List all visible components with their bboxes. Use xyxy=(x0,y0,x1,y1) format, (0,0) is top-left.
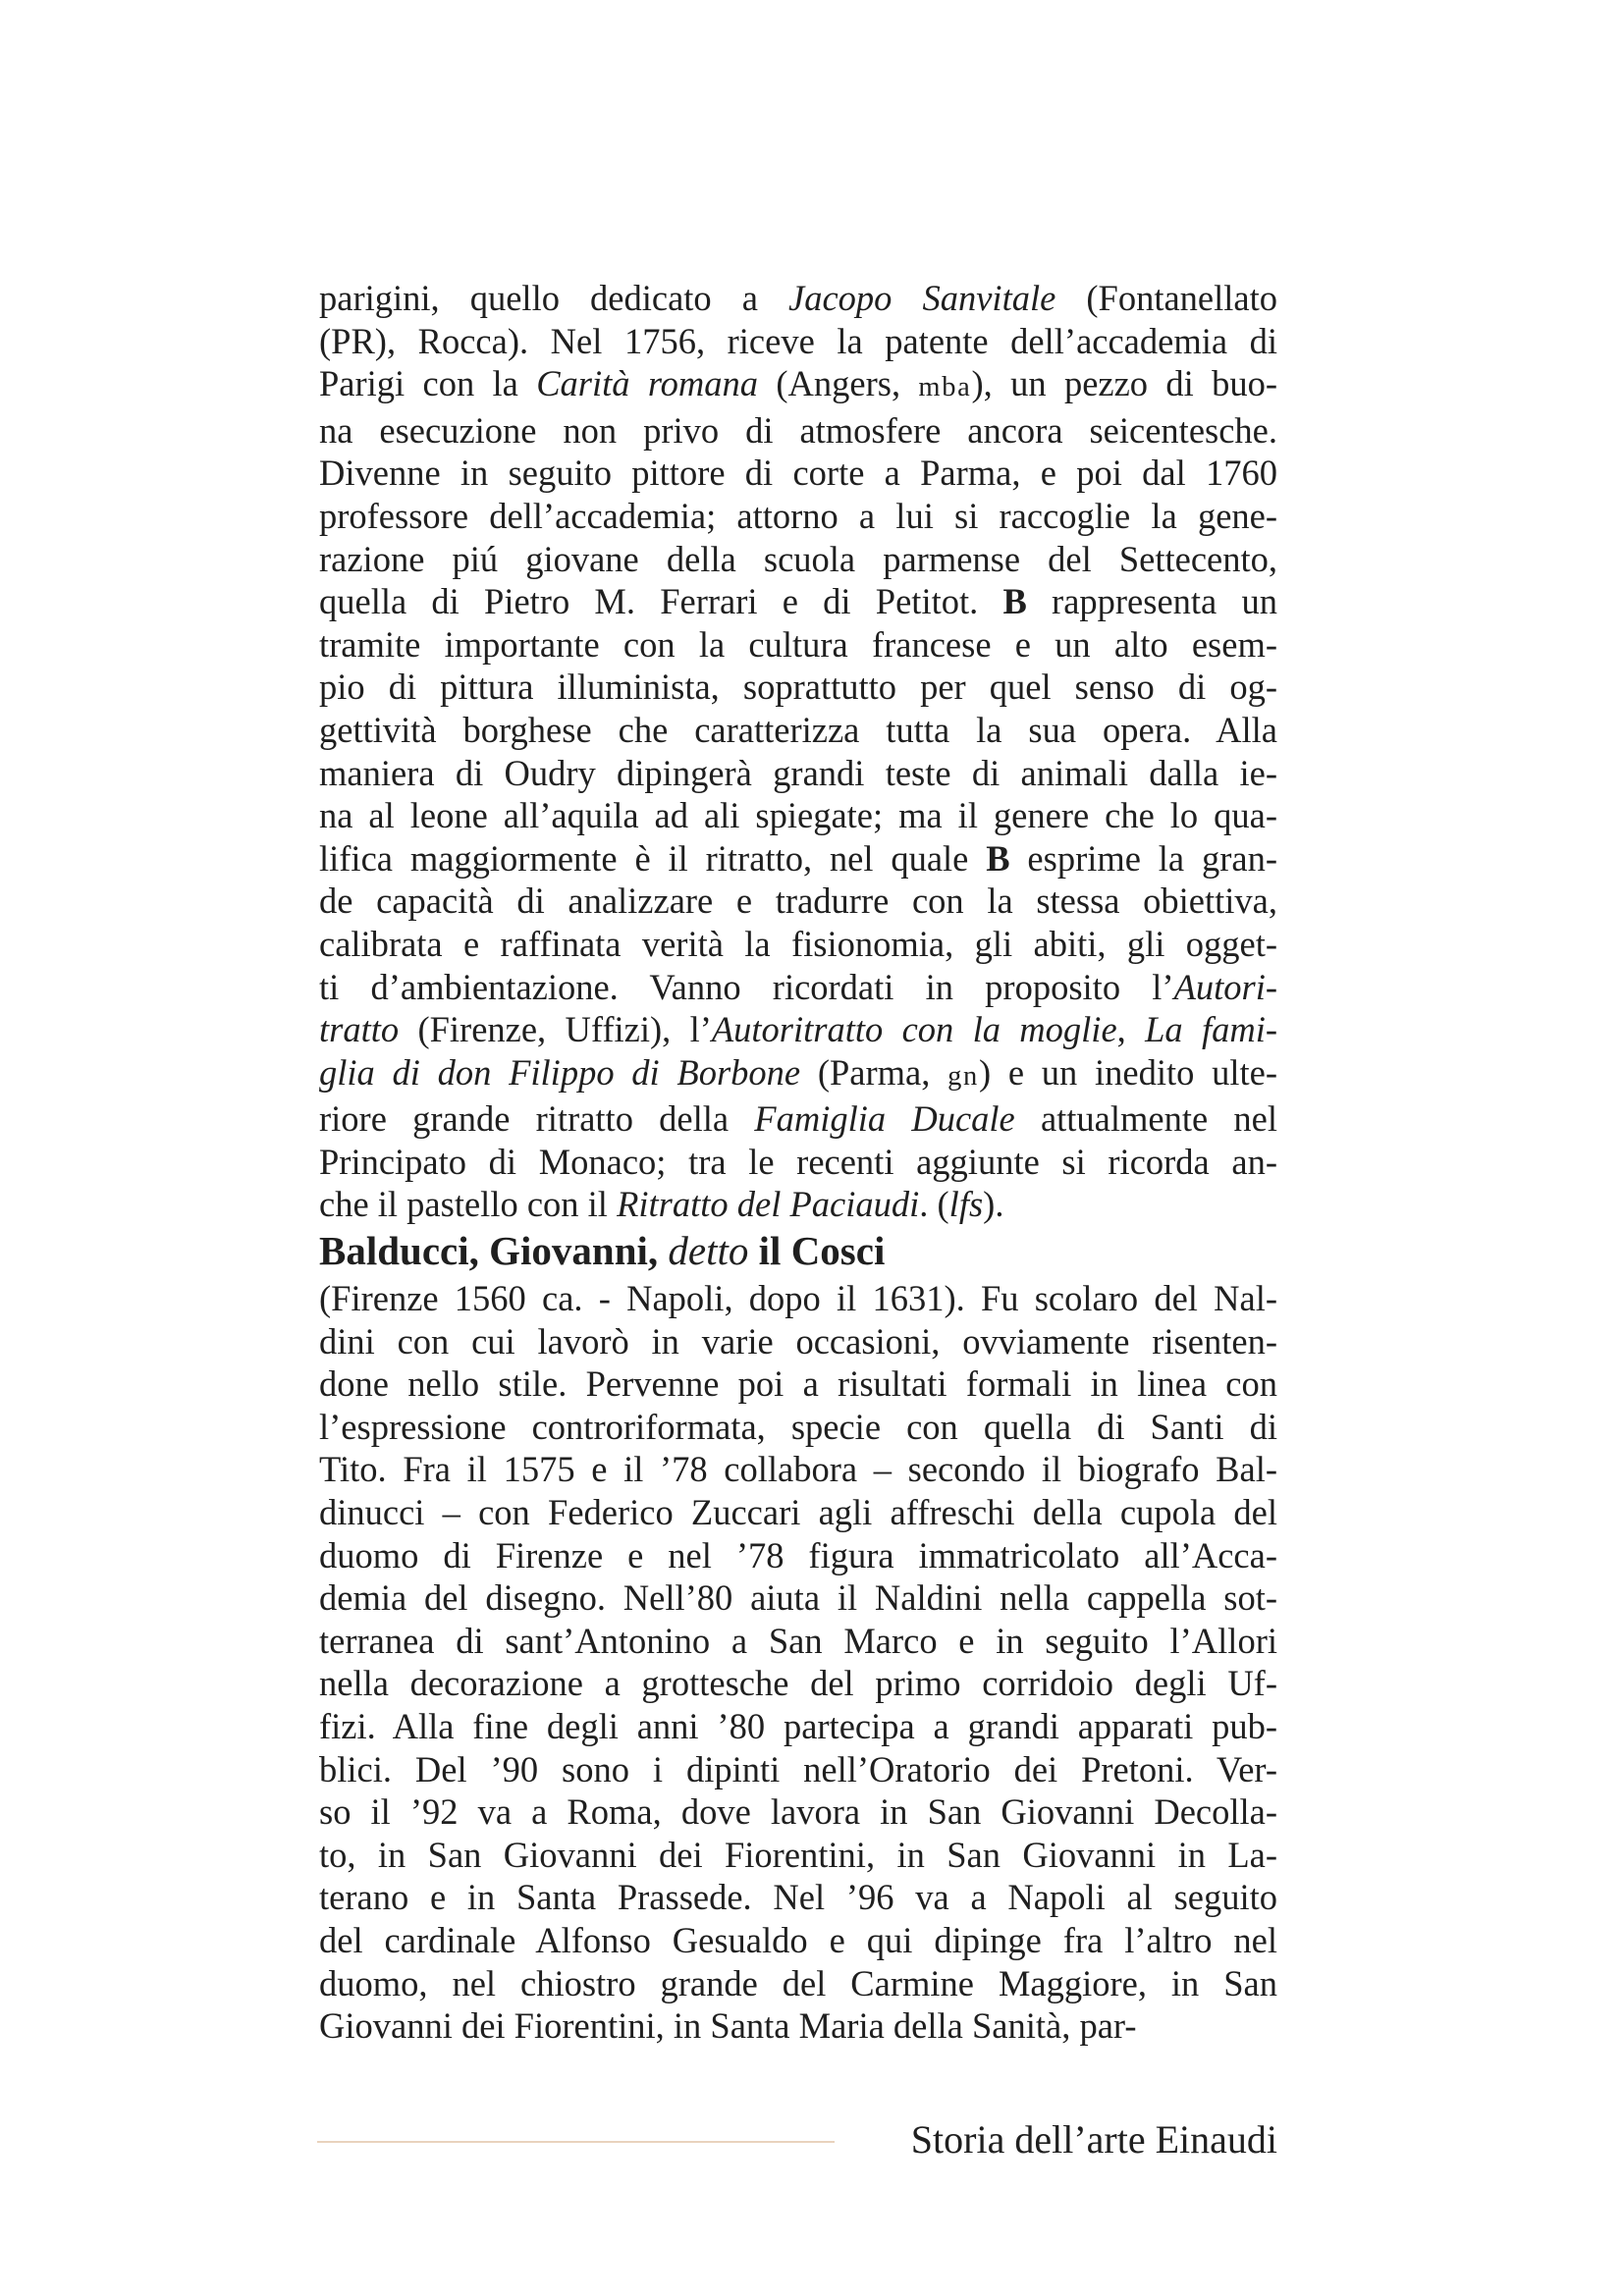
text-line xyxy=(319,1406,1277,1449)
entry-heading-alias: il Cosci xyxy=(758,1228,886,1273)
text-segment: Autoritratto con la moglie xyxy=(711,1009,1117,1050)
text-segment: (Fontanellato xyxy=(1055,278,1277,318)
text-line xyxy=(319,1448,1277,1491)
text-segment: (Parma, xyxy=(800,1051,948,1093)
text-line xyxy=(319,923,1277,966)
text-segment: parigini, quello dedicato a xyxy=(319,278,788,318)
text-segment: Divenne in seguito pittore di corte a Parma, e poi dal 1760 xyxy=(319,453,1277,494)
footer-title: Storia dell’arte Einaudi xyxy=(910,2117,1277,2162)
text-segment: quella di Pietro M. Ferrari e di Petitot. xyxy=(319,581,1003,622)
text-segment: Carità romana xyxy=(536,363,759,404)
text-segment: na esecuzione non privo di atmosfere ancora seicentesche. xyxy=(319,409,1277,451)
text-segment: so il ’92 va a Roma, dove lavora in San Giovanni Decolla- xyxy=(319,1791,1277,1833)
text-segment: professore dell’accademia; attorno a lui si raccoglie la gene- xyxy=(319,495,1277,536)
text-line xyxy=(319,1662,1277,1705)
text-segment: Tito. Fra il 1575 e il ’78 collabora – secondo il biografo Bal- xyxy=(319,1449,1277,1490)
text-line xyxy=(319,837,1277,881)
text-line xyxy=(319,709,1277,752)
text-line xyxy=(319,1008,1277,1051)
text-line xyxy=(319,1790,1277,1834)
text-segment: gn xyxy=(947,1060,979,1092)
text-line xyxy=(319,1141,1277,1184)
text-segment: (Firenze, Uffizi), l’ xyxy=(399,1009,712,1050)
text-segment: Autori- xyxy=(1173,966,1277,1007)
text-line xyxy=(319,495,1277,538)
text-line xyxy=(319,1097,1277,1141)
text-line xyxy=(319,320,1277,363)
text-segment: rappresenta un xyxy=(1026,581,1277,622)
text-line xyxy=(319,794,1277,837)
text-line xyxy=(319,1491,1277,1534)
text-segment: nella decorazione a grottesche del primo corridoio degli Uf- xyxy=(319,1663,1277,1704)
text-line xyxy=(319,2004,1277,2048)
text-segment: (Angers, xyxy=(758,363,919,404)
text-segment: fizi. Alla fine degli anni ’80 partecipa a grandi apparati pub- xyxy=(319,1705,1277,1746)
text-line xyxy=(319,538,1277,581)
text-segment: che il pastello con il xyxy=(319,1184,618,1225)
text-segment: esprime la gran- xyxy=(1009,837,1277,879)
text-segment: Ritratto del Paciaudi xyxy=(617,1184,920,1225)
text-segment: glia di don Filippo di Borbone xyxy=(319,1051,801,1093)
text-line xyxy=(319,623,1277,667)
text-segment: B xyxy=(1002,581,1027,622)
text-segment: razione piú giovane della scuola parmense del Settecento, xyxy=(319,538,1277,579)
text-segment: tramite importante con la cultura francese e un alto esem- xyxy=(319,623,1277,665)
text-segment: ) e un inedito ulte- xyxy=(978,1051,1277,1093)
text-segment: Jacopo Sanvitale xyxy=(788,278,1056,318)
text-segment: l’espressione controriformata, specie con quella di Santi di xyxy=(319,1406,1277,1447)
text-line xyxy=(319,1876,1277,1919)
text-segment: Giovanni dei Fiorentini, in Santa Maria della Sanità, par- xyxy=(319,2005,1137,2047)
text-segment: del cardinale Alfonso Gesualdo e qui dipinge fra l’altro nel xyxy=(319,1919,1277,1960)
text-line xyxy=(319,409,1277,453)
text-segment: duomo di Firenze e nel ’78 figura immatricolato all’Acca- xyxy=(319,1534,1277,1575)
text-segment: lifica maggiormente è il ritratto, nel quale xyxy=(319,837,987,879)
text-line xyxy=(319,1320,1277,1363)
text-segment: na al leone all’aquila ad ali spiegate; ma il genere che lo qua- xyxy=(319,795,1277,836)
text-line xyxy=(319,1919,1277,1962)
text-segment: terano e in Santa Prassede. Nel ’96 va a Napoli al seguito xyxy=(319,1877,1277,1918)
entry-heading-balducci xyxy=(319,1226,885,1275)
text-line xyxy=(319,1705,1277,1748)
text-segment: (PR), Rocca). Nel 1756, riceve la patente dell’accademia di xyxy=(319,320,1277,361)
text-line xyxy=(319,1834,1277,1877)
entry-bottino-text xyxy=(319,277,1277,1226)
text-line xyxy=(319,362,1277,409)
text-segment: gettività borghese che caratterizza tutta la sua opera. Alla xyxy=(319,709,1277,750)
text-segment: La fami- xyxy=(1145,1009,1277,1050)
entry-heading-name: Balducci, Giovanni, xyxy=(319,1228,659,1273)
text-segment: ti d’ambientazione. Vanno ricordati in proposito l’ xyxy=(319,966,1174,1007)
text-segment: terranea di sant’Antonino a San Marco e in seguito l’Allori xyxy=(319,1620,1277,1661)
text-segment: dini con cui lavorò in varie occasioni, ovviamente risenten- xyxy=(319,1320,1277,1362)
text-segment: tratto xyxy=(319,1009,400,1050)
text-line xyxy=(319,1576,1277,1620)
text-segment: ). xyxy=(983,1184,1004,1225)
text-line xyxy=(319,452,1277,495)
text-segment: to, in San Giovanni dei Fiorentini, in San Giovanni in La- xyxy=(319,1834,1277,1875)
text-segment: Principato di Monaco; tra le recenti aggiunte si ricorda an- xyxy=(319,1141,1277,1182)
text-segment: duomo, nel chiostro grande del Carmine Maggiore, in San xyxy=(319,1962,1277,2003)
entry-heading-detto: detto xyxy=(668,1228,749,1273)
text-segment: calibrata e raffinata verità la fisionomia, gli abiti, gli ogget- xyxy=(319,923,1277,964)
text-segment: maniera di Oudry dipingerà grandi teste di animali dalla ie- xyxy=(319,752,1277,793)
text-segment: done nello stile. Pervenne poi a risultati formali in linea con xyxy=(319,1363,1277,1405)
entry-balducci-text xyxy=(319,1277,1277,2048)
text-segment: , xyxy=(1116,1009,1146,1050)
text-segment: dinucci – con Federico Zuccari agli affreschi della cupola del xyxy=(319,1491,1277,1532)
text-line xyxy=(319,966,1277,1009)
text-line xyxy=(319,1962,1277,2005)
text-line xyxy=(319,277,1277,320)
text-segment: Famiglia Ducale xyxy=(754,1098,1015,1140)
text-segment: lfs xyxy=(948,1184,984,1225)
text-line xyxy=(319,752,1277,795)
text-line xyxy=(319,1362,1277,1406)
text-line xyxy=(319,1748,1277,1791)
text-line xyxy=(319,1620,1277,1663)
text-segment: (Firenze 1560 ca. - Napoli, dopo il 1631). Fu scolaro del Nal- xyxy=(319,1278,1277,1318)
text-segment: mba xyxy=(918,372,972,403)
text-segment: . ( xyxy=(919,1184,949,1225)
text-line xyxy=(319,580,1277,623)
text-line xyxy=(319,880,1277,923)
text-segment: B xyxy=(986,837,1010,879)
text-segment: ), un pezzo di buo- xyxy=(971,363,1277,404)
text-segment: Parigi con la xyxy=(319,363,537,404)
text-segment: blici. Del ’90 sono i dipinti nell’Oratorio dei Pretoni. Ver- xyxy=(319,1748,1277,1789)
text-line xyxy=(319,1183,1277,1226)
text-line xyxy=(319,1277,1277,1320)
text-segment: de capacità di analizzare e tradurre con la stessa obiettiva, xyxy=(319,881,1277,922)
footer-rule xyxy=(317,2141,835,2143)
text-line xyxy=(319,666,1277,709)
text-segment: riore grande ritratto della xyxy=(319,1098,755,1140)
text-line xyxy=(319,1051,1277,1098)
text-segment: pio di pittura illuminista, soprattutto per quel senso di og- xyxy=(319,667,1277,708)
text-line xyxy=(319,1534,1277,1577)
text-segment: demia del disegno. Nell’80 aiuta il Naldini nella cappella sot- xyxy=(319,1577,1277,1619)
text-segment: attualmente nel xyxy=(1014,1098,1277,1140)
